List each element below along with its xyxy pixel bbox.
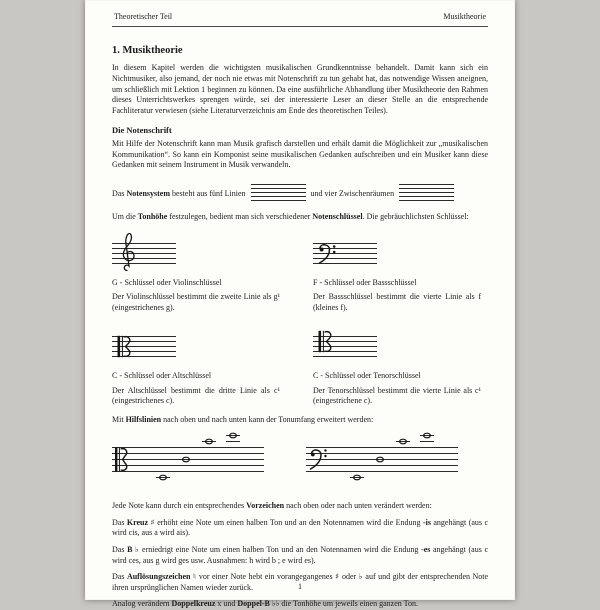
notensystem-text-1 [112,189,246,198]
text-segment: Notenschlüssel [312,212,363,221]
text-segment: Doppel-B [237,599,272,609]
notensystem-text-2 [311,189,395,198]
clef-description: Der Altschlüssel bestimmt die dritte Linie als c¹ (eingestrichenes c). [112,385,280,406]
text-segment: Vorzeichen [246,501,285,511]
clef-entry-violin [112,229,287,314]
text-segment: -is [422,517,431,527]
text-segment: oder [339,572,359,582]
hilfslinien-figures [112,431,488,479]
text-segment: nach oben oder nach unten verändert werden: [284,501,432,511]
header-right-label: Musiktheorie [443,12,486,21]
notenschrift-heading: Die Notenschrift [112,125,172,136]
text-segment: x und [215,599,238,609]
text-segment: besteht aus fünf Linien [170,189,246,198]
text-segment: erniedrigt eine Note um einen halben Ton und an den Notennamen wird die Endung [139,545,422,555]
text-segment: . Die gebräuchlichsten Schlüssel: [362,212,469,221]
music-symbol: ♭ [358,572,363,582]
bass-clef-icon [317,242,339,265]
running-header [112,12,488,27]
text-segment: angehängt (aus c wird ces, aus g wird ges usw. Ausnahmen: h wird b ; e wird es). [112,545,489,565]
clef-caption: C - Schlüssel oder Altschlüssel [112,371,212,381]
book-page [85,0,515,609]
music-symbol: ♭♭ [271,599,280,609]
text-segment: und vier Zwischenräumen [310,189,395,198]
text-segment: Das [112,517,127,527]
treble-clef-icon [117,231,137,273]
clef-description: Der Tenorschlüssel bestimmt die vierte Linie als c¹ (eingestrichene c). [313,385,481,406]
alto-clef-figure [112,322,287,368]
vorzeichen-section [112,501,488,609]
kreuz-paragraph [112,518,488,539]
five-lines-staff-figure [251,184,306,201]
text-segment: erhöht eine Note um einen halben Ton und an den Notennamen wird die Endung [154,517,423,527]
text-segment: nach oben und nach unten kann der Tonumfang erweitert werden: [161,414,374,424]
clef-entry-tenor [313,322,488,407]
music-symbol: ♯ [150,517,155,527]
text-segment: Jede Note kann durch ein entsprechendes [112,501,247,511]
text-segment: Doppelkreuz [171,599,216,609]
hilfslinien-paragraph [112,415,488,426]
header-left-label: Theoretischer Teil [114,12,173,21]
notenschrift-paragraph: Mit Hilfe der Notenschrift kann man Musik grafisch darstellen und erhält damit die Möglichkeit zur „musikalischen Kommunikation“. So kann ein Komponist seine musikalischen Gedanken aufschreiben und ein Musiker kann diese Gedanken mit seinem Instrument in Musik verwandeln. [112,139,488,170]
clef-entry-bass [313,229,488,314]
bass-clef-figure [313,229,488,275]
clef-caption: F - Schlüssel oder Bassschlüssel [313,277,417,287]
clef-caption: G - Schlüssel oder Violinschlüssel [112,277,222,287]
intro-paragraph: In diesem Kapitel werden die wichtigsten musikalischen Grundkenntnisse behandelt. Damit kann sich ein Nichtmusiker, also jemand, der noch nie etwas mit Notenschrift zu tun gehabt hat, das notwendige Wissen aneignen, um schließlich mit Lektion 1 beginnen zu können. Da eine ausführliche Abhandlung über Musiktheorie den Rahmen dieses Unterrichtswerkes sprengen würde, sei der interessierte Leser an dieser Stelle an die entsprechende Fachliteratur verwiesen (siehe Literaturverzeichnis am Ende des theoretischen Teiles). [112,63,488,115]
tenor-clef-figure [313,322,488,368]
text-segment: Hilfslinien [125,414,162,424]
text-segment: Analog verändern [112,599,172,609]
text-segment: Notensystem [126,189,170,198]
music-symbol: ♮ [193,572,197,582]
text-segment: Das [112,545,128,555]
text-segment: -es [421,545,431,555]
b-paragraph [112,545,488,566]
text-segment: Kreuz [126,517,151,527]
text-segment: Auflösungszeichen [126,572,193,582]
ledger-lines-alto-staff-figure [112,431,264,479]
text-segment: die Tonhöhe um jeweils einen ganzen Ton. [279,599,418,609]
clef-entry-alto [112,322,287,407]
tonhoehe-paragraph [112,212,488,223]
treble-clef-figure [112,229,287,275]
clef-description: Der Violinschlüssel bestimmt die zweite Linie als g¹ (eingestrichenes g). [112,292,280,312]
text-segment: vor einer Note hebt ein vorangegangenes [196,572,336,582]
music-symbol: ♭ [135,545,140,555]
page-content [85,0,515,610]
text-segment: Das [112,572,127,582]
text-segment: Mit [112,414,126,424]
text-segment: angehängt (aus c wird cis, aus a wird ais). [112,517,488,538]
page-title: 1. Musiktheorie [112,44,183,56]
text-segment: auf und gibt der entsprechenden Note ihren ursprünglichen Namen wieder zurück. [112,572,489,592]
four-spaces-staff-figure [399,184,454,201]
music-symbol: ♯ [335,572,340,582]
alto-clef-icon [117,335,133,358]
text-segment: Um die [112,212,138,221]
vorzeichen-intro [112,501,488,512]
clef-description: Der Bassschlüssel bestimmt die vierte Linie als f (kleines f). [313,292,481,312]
page-number: 1 [298,582,302,591]
notensystem-line [112,184,488,201]
clef-caption: C - Schlüssel oder Tenorschlüssel [313,371,421,381]
doppelkreuz-paragraph [112,599,488,610]
ledger-lines-bass-staff-figure [306,431,458,479]
text-segment: Das [112,189,127,198]
text-segment: Tonhöhe [137,212,168,221]
tenor-clef-icon [318,330,334,353]
text-segment: B [127,545,136,555]
text-segment: festzulegen, bedient man sich verschiedener [167,212,313,221]
clef-grid [112,229,488,407]
